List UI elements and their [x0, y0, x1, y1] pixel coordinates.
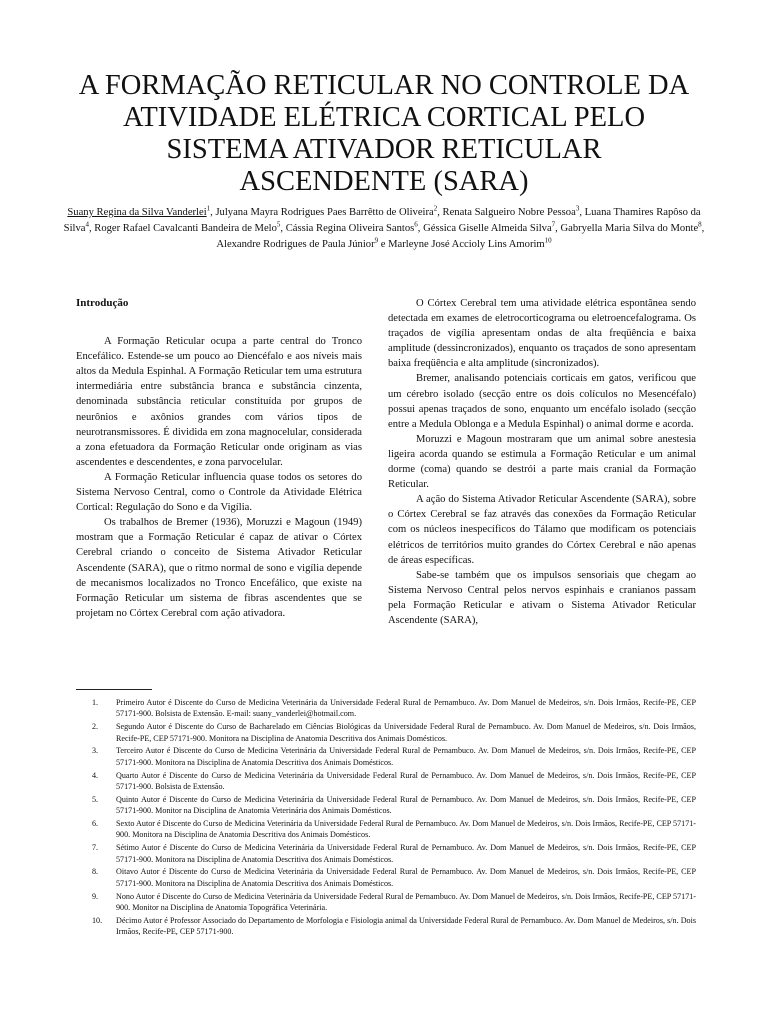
author-affiliation-number: 3	[575, 204, 580, 213]
footnote-item	[76, 891, 696, 914]
footnote-item	[76, 915, 696, 938]
author-list	[60, 205, 708, 253]
footnote-text: Terceiro Autor é Discente do Curso de Medicina Veterinária da Universidade Federal Rural de Pernambuco. Av. Dom Manuel de Medeiros, s/n. Dois Irmãos, Recife-PE, CEP 57171-900. Monitora na Disciplina de Anatomia Descritiva dos Animais Domésticos.	[116, 746, 696, 767]
body-paragraph: A Formação Reticular influencia quase todos os setores do Sistema Nervoso Central, como o Controle da Atividade Elétrica Cortical: Regulação do Sono e da Vigília.	[76, 471, 362, 514]
author-affiliation-number: 8	[698, 220, 702, 229]
title-line: SISTEMA ATIVADOR RETICULAR	[166, 134, 602, 165]
paper-title	[60, 70, 708, 198]
author-affiliation-number: 5	[276, 220, 281, 229]
footnote-text: Segundo Autor é Discente do Curso de Bacharelado em Ciências Biológicas da Universidade Federal Rural de Pernambuco. Av. Dom Manuel de Medeiros, s/n. Dois Irmãos, Recife-PE, CEP 57171-900. Monitora na Disciplina de Anatomia Descritiva dos Animais Domésticos.	[116, 722, 696, 743]
author-separator: ,	[555, 223, 561, 234]
title-line: ASCENDENTE (SARA)	[239, 166, 529, 197]
body-paragraph: Sabe-se também que os impulsos sensoriais que chegam ao Sistema Nervoso Central pelos nervos espinhais e cranianos passam pela Formação Reticular e ativam o Sistema Ativador Reticular Ascendente (SARA),	[388, 569, 696, 626]
author-separator: ,	[210, 207, 216, 218]
footnote-number: 3.	[92, 746, 99, 756]
author-name: Julyana Mayra Rodrigues Paes Barrêtto de Oliveira	[215, 207, 434, 218]
body-paragraph: Os trabalhos de Bremer (1936), Moruzzi e Magoun (1949) mostram que a Formação Reticular é capaz de ativar o Córtex Cerebral criando o conceito de Sistema Ativador Reticular Ascendente (SARA), que o ritmo normal de sono e vigília depende de mecanismos localizados no Tronco Encefálico, que existe na Formação Reticular um sistema de fibras ascendentes que se projetam no Córtex Cerebral com ação ativadora.	[76, 517, 362, 619]
footnote-number: 10.	[92, 915, 103, 925]
footnote-text: Décimo Autor é Professor Associado do Departamento de Morfologia e Fisiologia animal da Universidade Federal Rural de Pernambuco. Av. Dom Manuel de Medeiros, s/n. Dois Irmãos, Recife-PE, CEP 57171-900.	[116, 915, 696, 937]
body-paragraph: Moruzzi e Magoun mostraram que um animal sobre anestesia ligeira acorda quando se estimula a Formação Reticular e um animal dorme (coma) quando se destrói a parte mais cranial da Formação Reticular.	[388, 433, 696, 491]
author-name: Gabryella Maria Silva do Monte	[560, 223, 699, 234]
author-separator: ,	[579, 207, 585, 218]
footnote-item	[76, 697, 696, 720]
body-paragraph: A ação do Sistema Ativador Reticular Ascendente (SARA), sobre o Córtex Cerebral se faz através das conexões da Formação Reticular com os núcleos inespecíficos do Tálamo que modificam os potenciais elétricos de territórios muito grandes do Córtex Cerebral e não apenas de áreas específicas.	[388, 494, 696, 566]
footnote-text: Sexto Autor é Discente do Curso de Medicina Veterinária da Universidade Federal Rural de Pernambuco. Av. Dom Manuel de Medeiros, s/n. Dois Irmãos, Recife-PE, CEP 57171-900. Monitora na Disciplina de Anatomia Descritiva dos Animais Domésticos.	[116, 819, 696, 840]
author-separator: ,	[437, 207, 443, 218]
footnote-number: 1.	[92, 698, 99, 707]
author-name: Alexandre Rodrigues de Paula Júnior	[216, 239, 375, 250]
footnote-number: 9.	[92, 891, 99, 901]
footnote-item	[76, 818, 696, 841]
footnote-text: Oitavo Autor é Discente do Curso de Medicina Veterinária da Universidade Federal Rural de Pernambuco. Av. Dom Manuel de Medeiros, s/n. Dois Irmãos, Recife-PE, CEP 57171-900. Monitora na Disciplina de Anatomia Descritiva dos Animais Domésticos.	[116, 867, 696, 888]
author-separator: e	[378, 239, 389, 250]
author-separator: ,	[280, 223, 286, 234]
author-name: Cássia Regina Oliveira Santos	[285, 223, 415, 234]
author-name: Marleyne José Accioly Lins Amorim	[388, 239, 545, 250]
author-affiliation-number: 1	[206, 204, 211, 213]
footnote-item	[76, 794, 696, 817]
footnote-text: Nono Autor é Discente do Curso de Medicina Veterinária da Universidade Federal Rural de Pernambuco. Av. Dom Manuel de Medeiros, s/n. Dois Irmãos, Recife-PE, CEP 57171-900. Monitor na Disciplina de Anatomia Topográfica Veterinária.	[116, 891, 696, 913]
author-affiliation-number: 2	[433, 204, 438, 213]
footnote-number: 4.	[92, 770, 99, 780]
footnote-number: 2.	[92, 722, 99, 732]
author-affiliation-number: 6	[414, 220, 418, 229]
author-name: Géssica Giselle Almeida Silva	[423, 223, 552, 234]
footnote-item	[76, 770, 696, 793]
footnote-text: Sétimo Autor é Discente do Curso de Medicina Veterinária da Universidade Federal Rural de Pernambuco. Av. Dom Manuel de Medeiros, s/n. Dois Irmãos, Recife-PE, CEP 57171-900. Monitora na Disciplina de Anatomia Descritiva dos Animais Domésticos.	[116, 843, 696, 864]
footnote-text: Quarto Autor é Discente do Curso de Medicina Veterinária da Universidade Federal Rural de Pernambuco. Av. Dom Manuel de Medeiros, s/n. Dois Irmãos, Recife-PE, CEP 57171-900. Bolsista de Extensão.	[116, 770, 696, 792]
footnote-number: 7.	[92, 843, 99, 853]
left-column	[76, 296, 362, 621]
footnote-list	[76, 697, 696, 939]
footnote-text: Quinto Autor é Discente do Curso de Medicina Veterinária da Universidade Federal Rural de Pernambuco. Av. Dom Manuel de Medeiros, s/n. Dois Irmãos, Recife-PE, CEP 57171-900. Monitor na Disciplina de Anatomia Veterinária dos Animais Domésticos.	[116, 794, 696, 816]
author-affiliation-number: 4	[85, 220, 89, 229]
title-line: A FORMAÇÃO RETICULAR NO CONTROLE DA	[78, 70, 690, 101]
body-paragraph: O Córtex Cerebral tem uma atividade elétrica espontânea sendo detectada em exames de eletrocorticograma ou eletroencefalograma. Os traçados de vigília apresentam ondas de alta freqüência e baixa amplitude (dessincronizados), enquanto os traçados de sono apresentam baixa freqüência e alta amplitude (sincronizados).	[388, 298, 696, 370]
footnote-item	[76, 745, 696, 768]
author-separator: ,	[701, 223, 705, 234]
footnote-separator	[76, 689, 152, 690]
author-separator: ,	[417, 223, 424, 234]
footnote-item	[76, 721, 696, 744]
author-name: Roger Rafael Cavalcanti Bandeira de Melo	[94, 223, 277, 234]
author-name-first: Suany Regina da Silva Vanderlei	[67, 207, 207, 218]
footnote-number: 6.	[92, 819, 99, 829]
author-separator: ,	[88, 223, 95, 234]
footnote-number: 5.	[92, 794, 99, 804]
author-affiliation-number: 7	[551, 220, 556, 229]
footnote-item	[76, 842, 696, 865]
section-heading: Introdução	[76, 297, 129, 309]
footnote-number: 8.	[92, 867, 99, 877]
body-paragraph: Bremer, analisando potenciais corticais em gatos, verificou que um cérebro isolado (secção entre os dois colículos no Mesencéfalo) possui apenas traçados de sono, enquanto um encéfalo isolado (secção entre a Medula Oblonga e a Medula Espinhal) o animal dorme e acorda.	[388, 373, 696, 430]
footnote-text: Primeiro Autor é Discente do Curso de Medicina Veterinária da Universidade Federal Rural de Pernambuco. Av. Dom Manuel de Medeiros, s/n. Dois Irmãos, Recife-PE, CEP 57171-900. Bolsista de Extensão. E-mail: suany_vanderlei@hotmail.com.	[116, 698, 696, 719]
right-column	[388, 296, 696, 628]
author-affiliation-number: 10	[544, 236, 552, 245]
author-name: Luana Thamires Rapôso da Silva	[63, 207, 701, 234]
footnote-item	[76, 866, 696, 889]
title-line: ATIVIDADE ELÉTRICA CORTICAL PELO	[122, 102, 646, 133]
author-name: Renata Salgueiro Nobre Pessoa	[442, 207, 576, 218]
body-paragraph: A Formação Reticular ocupa a parte central do Tronco Encefálico. Estende-se um pouco ao Diencéfalo e aos níveis mais altos da Medula Espinhal. A Formação Reticular tem uma estrutura intermediária entre substância branca e substância cinzenta, denominada substância reticular constituída por grupos de neurônios e axônios grandes com vários tipos de neurotransmissores. É dividida em zona magnocelular, considerada a zona efetuadora da Formação Reticular onde originam as vias ascendentes e descendentes, e zona parvocelular.	[76, 336, 362, 468]
author-affiliation-number: 9	[374, 236, 379, 245]
